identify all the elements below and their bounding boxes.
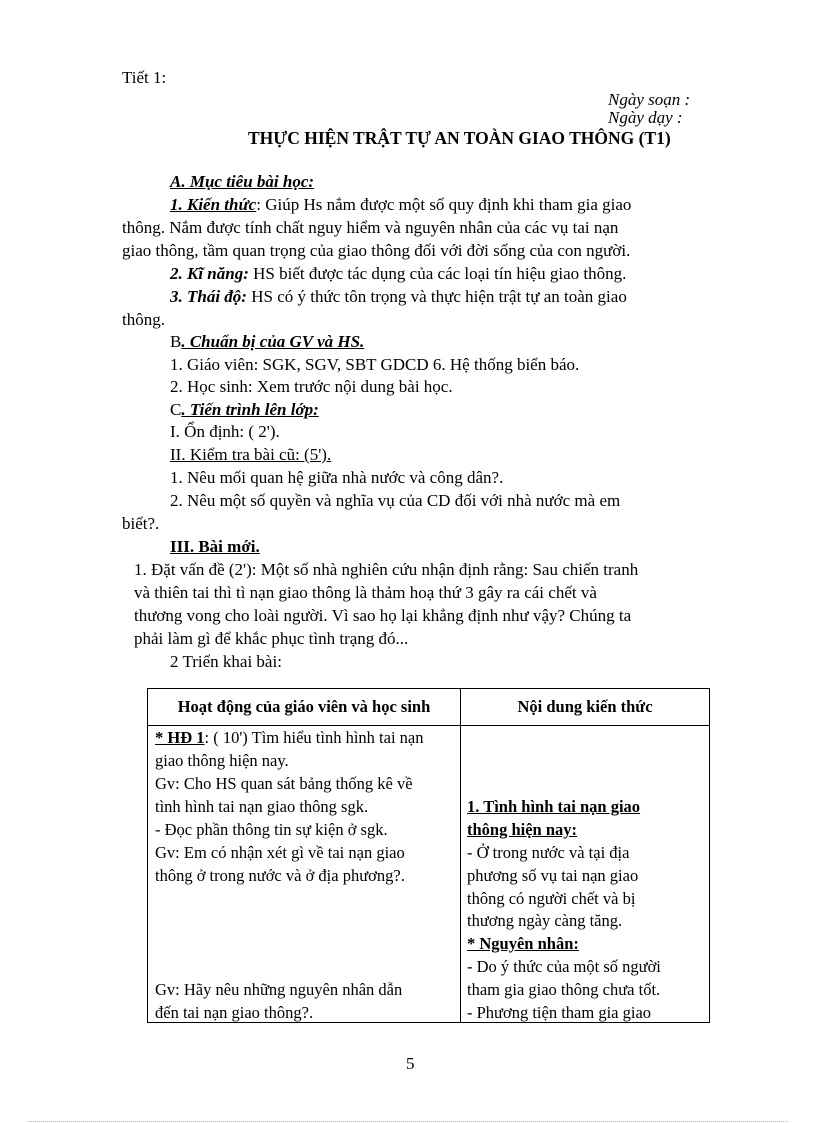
hd1-label: * HĐ 1 (155, 728, 205, 747)
attitude-label: 3. Thái độ: (170, 287, 247, 306)
activity-line: giao thông hiện nay. (155, 751, 289, 770)
skill-line (170, 264, 626, 284)
step-3: III. Bài mới. (170, 537, 260, 556)
content-heading-1b: thông hiện nay: (467, 820, 578, 839)
section-b-item-1: 1. Giáo viên: SGK, SGV, SBT GDCD 6. Hệ thống biển báo. (170, 355, 580, 374)
intro-line-3: thương vong cho loài người. Vì sao họ lại khẳng định như vậy? Chúng ta (134, 606, 632, 625)
knowledge-label: 1. Kiến thức (170, 195, 257, 214)
col-content-header: Nội dung kiến thức (461, 689, 710, 726)
skill-label: 2. Kĩ năng: (170, 264, 249, 283)
intro-line-2: và thiên tai thì tì nạn giao thông là thảm hoạ thứ 3 gây ra cái chết và (134, 583, 597, 602)
teach-date-label: Ngày dạy : (608, 108, 683, 127)
content-line: thông có người chết và bị (467, 889, 636, 908)
table-header-row (148, 689, 710, 726)
section-b-title: . Chuẩn bị của GV và HS. (181, 332, 365, 351)
activity-line: đến tai nạn giao thông?. (155, 1003, 314, 1022)
page-title: THỰC HIỆN TRẬT TỰ AN TOÀN GIAO THÔNG (T1) (248, 128, 671, 148)
skill-text: HS biết được tác dụng của các loại tín hiệu giao thông. (248, 264, 627, 283)
question-2a: 2. Nêu một số quyền và nghĩa vụ của CD đối với nhà nước mà em (170, 491, 621, 510)
prep-date-label: Ngày soạn : (608, 90, 691, 109)
section-b-prefix: B (170, 332, 182, 351)
intro-line-1: 1. Đặt vấn đề (2'): Một số nhà nghiên cứu nhận định rằng: Sau chiến tranh (134, 560, 639, 579)
period-label: Tiết 1: (122, 68, 167, 87)
activity-line: thông ở trong nước và ở địa phương?. (155, 866, 405, 885)
section-c-prefix: C (170, 400, 182, 419)
section-a-heading: A. Mục tiêu bài học: (170, 172, 315, 191)
intro-line-5: 2 Triển khai bài: (170, 652, 282, 671)
activity-line: - Đọc phần thông tin sự kiện ở sgk. (155, 820, 388, 839)
content-cell (461, 726, 710, 1023)
section-c-title: . Tiến trình lên lớp: (181, 400, 319, 419)
question-2b: biết?. (122, 514, 160, 533)
content-line: thương ngày càng tăng. (467, 911, 623, 930)
col-activities-header: Hoạt động của giáo viên và học sinh (148, 689, 461, 726)
step-2: II. Kiểm tra bài cũ: (5'). (170, 445, 332, 464)
activities-cell (148, 726, 461, 1023)
content-heading-1a: 1. Tình hình tai nạn giao (467, 797, 641, 816)
knowledge-text: : Giúp Hs nắm được một số quy định khi tham gia giao (256, 195, 632, 214)
knowledge-line-3: giao thông, tầm quan trọng của giao thông đối với đời sống của con người. (122, 241, 631, 260)
content-line: tham gia giao thông chưa tốt. (467, 980, 661, 999)
question-1: 1. Nêu mối quan hệ giữa nhà nước và công dân?. (170, 468, 504, 487)
lesson-table (147, 688, 710, 1023)
page-bottom-divider (28, 1121, 788, 1122)
section-b-heading (170, 332, 364, 352)
content-heading-2: * Nguyên nhân: (467, 934, 579, 953)
knowledge-line-2: thông. Nắm được tính chất nguy hiểm và nguyên nhân của các vụ tai nạn (122, 218, 619, 237)
step-1: I. Ổn định: ( 2'). (170, 422, 280, 441)
hd1-text: : ( 10') Tìm hiểu tình hình tai nạn (204, 728, 424, 747)
attitude-text: HS có ý thức tôn trọng và thực hiện trật tự an toàn giao (246, 287, 627, 306)
attitude-line-1 (170, 287, 627, 307)
page-number: 5 (406, 1054, 415, 1073)
intro-line-4: phải làm gì để khắc phục tình trạng đó... (134, 629, 409, 648)
content-line: - Phương tiện tham gia giao (467, 1003, 652, 1022)
section-b-item-2: 2. Học sinh: Xem trước nội dung bài học. (170, 377, 453, 396)
activity-line: Gv: Cho HS quan sát bảng thống kê về (155, 774, 413, 793)
hd1-line (155, 728, 423, 748)
table-row (148, 726, 710, 1023)
knowledge-line-1 (170, 195, 631, 215)
section-c-heading (170, 400, 319, 420)
activity-line: Gv: Em có nhận xét gì về tai nạn giao (155, 843, 405, 862)
activity-line: Gv: Hãy nêu những nguyên nhân dẫn (155, 980, 403, 999)
activity-line: tình hình tai nạn giao thông sgk. (155, 797, 369, 816)
attitude-line-2: thông. (122, 310, 165, 329)
content-line: - Do ý thức của một số người (467, 957, 661, 976)
content-line: - Ở trong nước và tại địa (467, 843, 630, 862)
content-line: phương số vụ tai nạn giao (467, 866, 639, 885)
